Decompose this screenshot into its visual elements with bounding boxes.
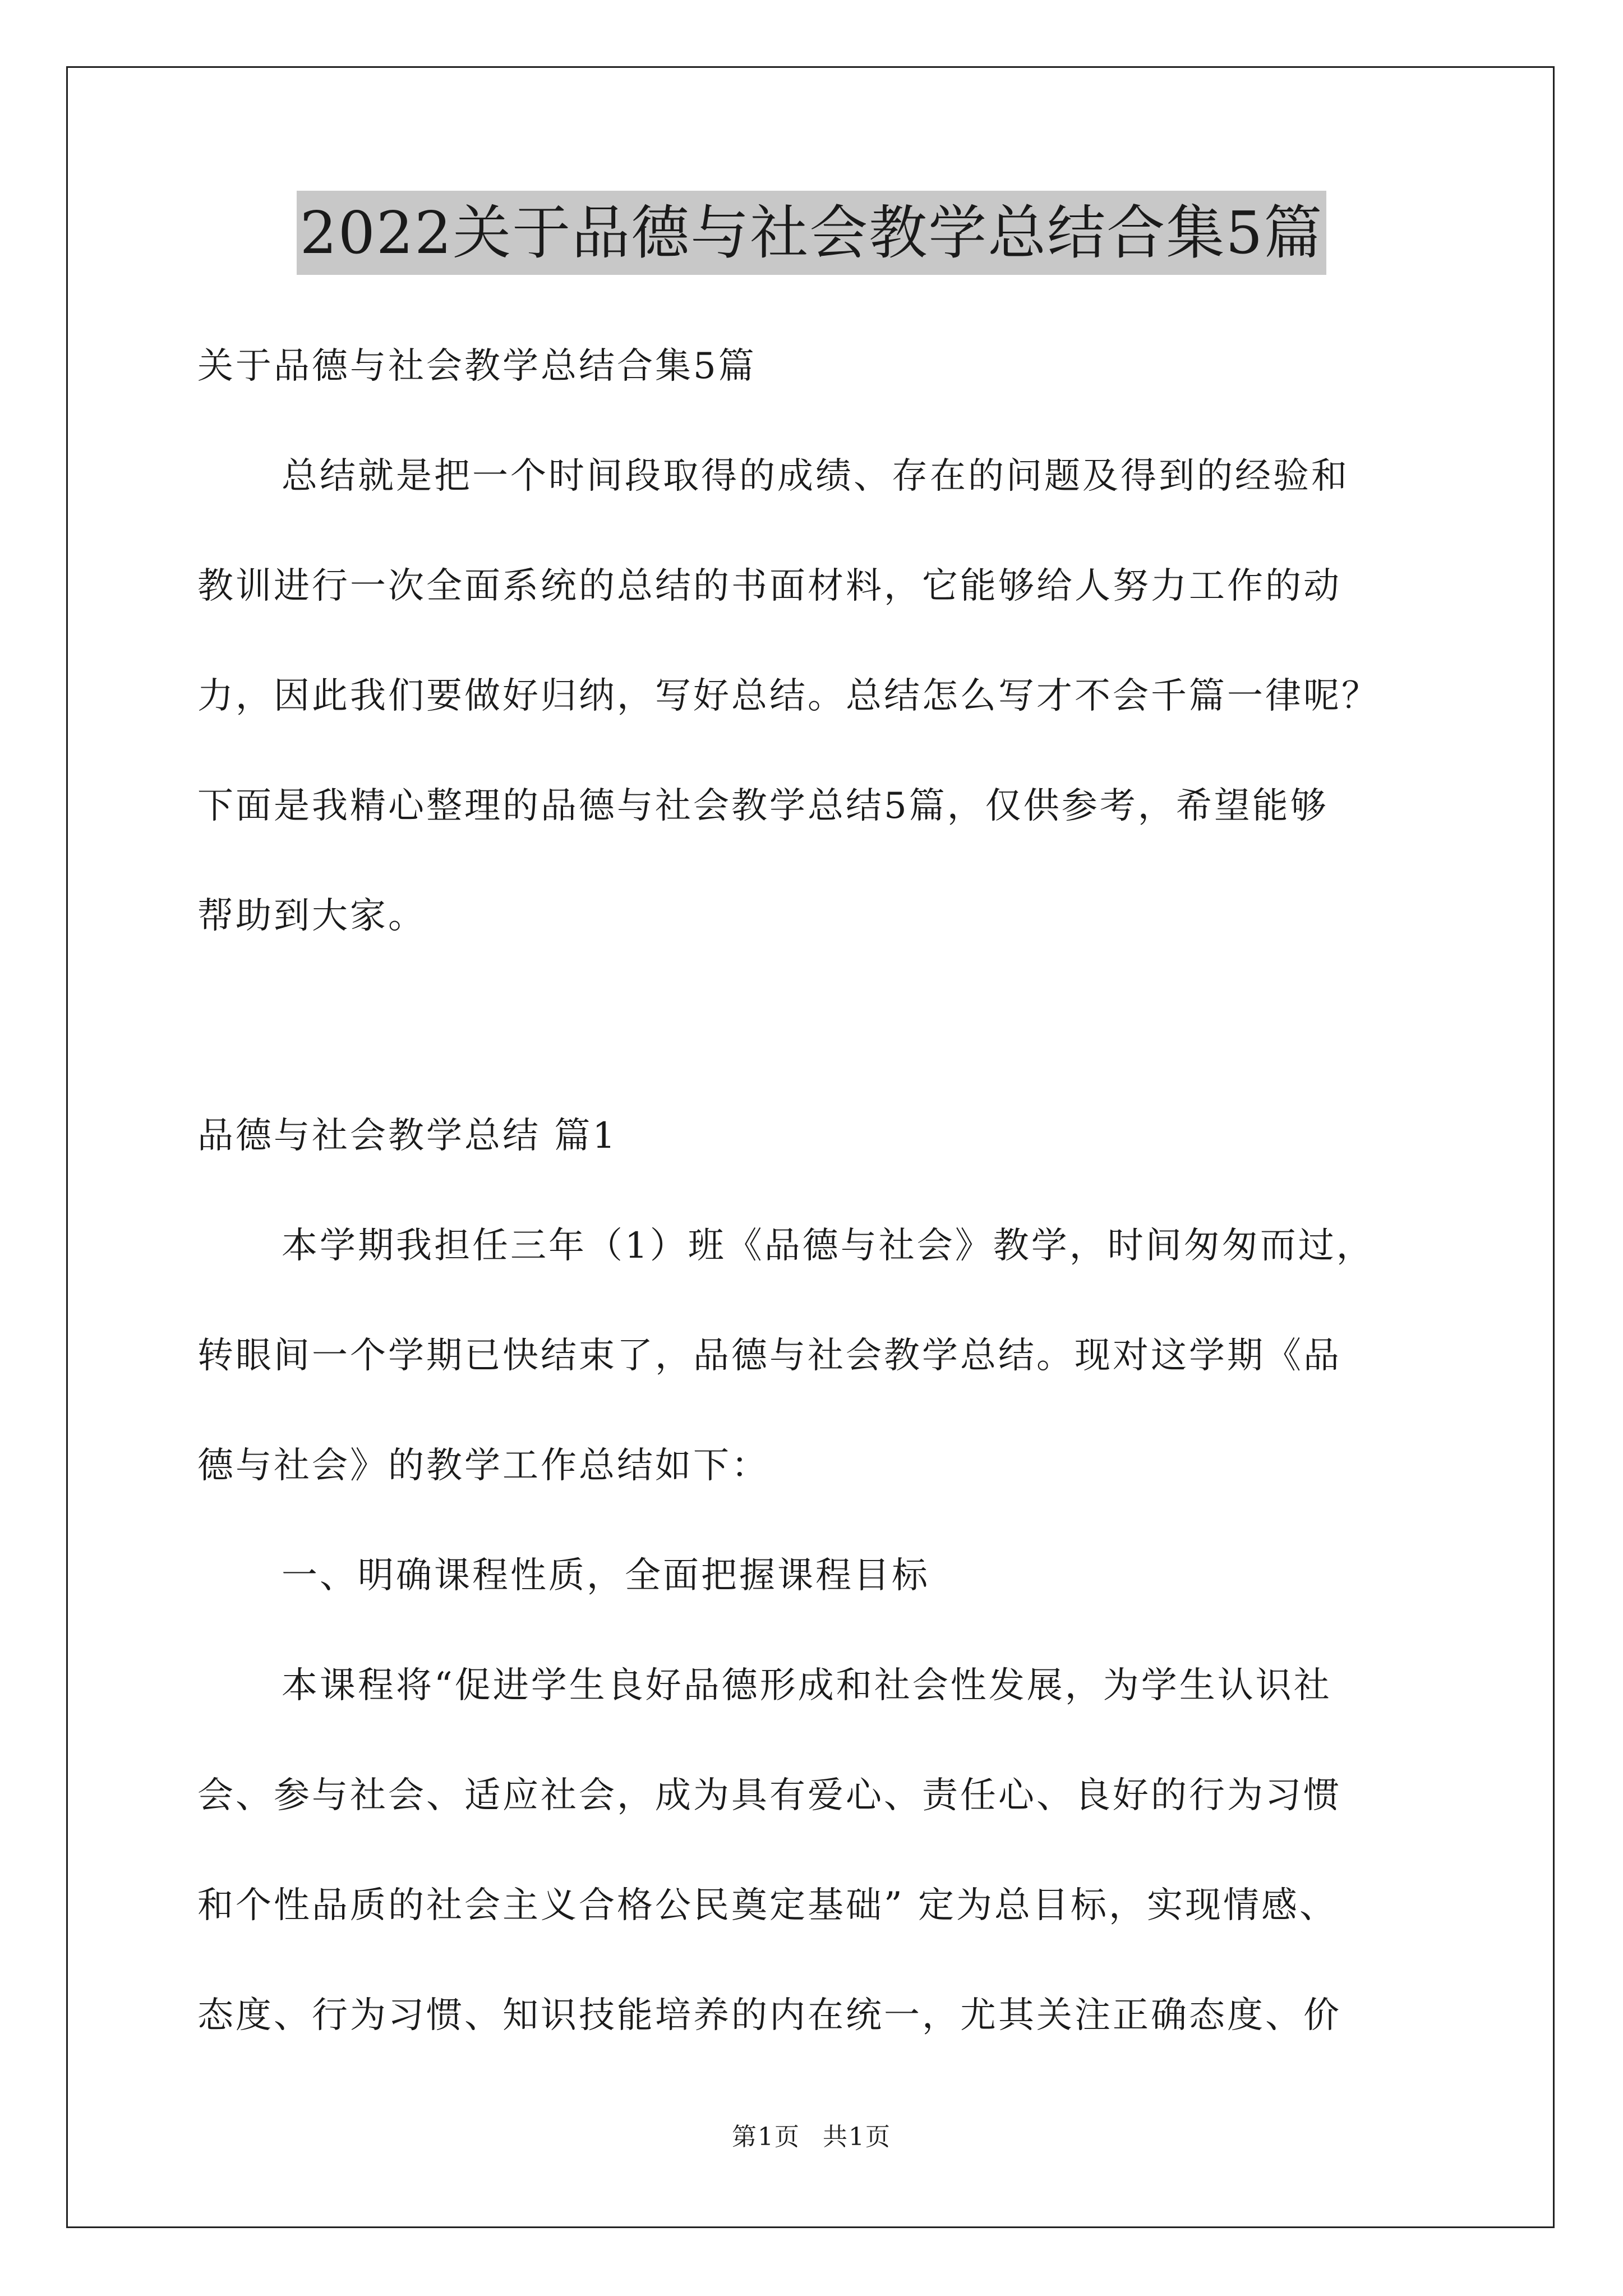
intro-line: 下面是我精心整理的品德与社会教学总结5篇，仅供参考，希望能够 [197, 785, 1329, 827]
intro-line: 总结就是把一个时间段取得的成绩、存在的问题及得到的经验和 [282, 455, 1349, 497]
intro-line: 力，因此我们要做好归纳，写好总结。总结怎么写才不会千篇一律呢？ [197, 675, 1380, 717]
subheading: 一、明确课程性质，全面把握课程目标 [282, 1555, 930, 1596]
paragraph-line: 本课程将“促进学生良好品德形成和社会性发展，为学生认识社 [282, 1665, 1332, 1706]
document-body [197, 311, 1476, 2070]
page-total: 共1页 [823, 2123, 891, 2151]
section-heading: 品德与社会教学总结 篇1 [197, 1115, 618, 1157]
title-container [0, 191, 1623, 275]
paragraph-line: 德与社会》的教学工作总结如下： [197, 1445, 769, 1487]
paragraph-line: 本学期我担任三年（1）班《品德与社会》教学，时间匆匆而过， [282, 1225, 1375, 1267]
paragraph-line: 会、参与社会、适应社会，成为具有爱心、责任心、良好的行为习惯 [197, 1775, 1341, 1816]
paragraph-line: 态度、行为习惯、知识技能培养的内在统一，尤其关注正确态度、价 [197, 1995, 1341, 2036]
paragraph-line: 转眼间一个学期已快结束了，品德与社会教学总结。现对这学期《品 [197, 1335, 1341, 1377]
paragraph-line: 和个性品质的社会主义合格公民奠定基础” 定为总目标，实现情感、 [197, 1885, 1338, 1926]
document-title: 2022关于品德与社会教学总结合集5篇 [297, 191, 1327, 275]
page-number: 第1页 [732, 2123, 800, 2151]
page-footer [0, 2120, 1623, 2154]
document-subtitle: 关于品德与社会教学总结合集5篇 [197, 346, 757, 387]
intro-line: 帮助到大家。 [197, 895, 426, 937]
intro-line: 教训进行一次全面系统的总结的书面材料，它能够给人努力工作的动 [197, 565, 1341, 607]
